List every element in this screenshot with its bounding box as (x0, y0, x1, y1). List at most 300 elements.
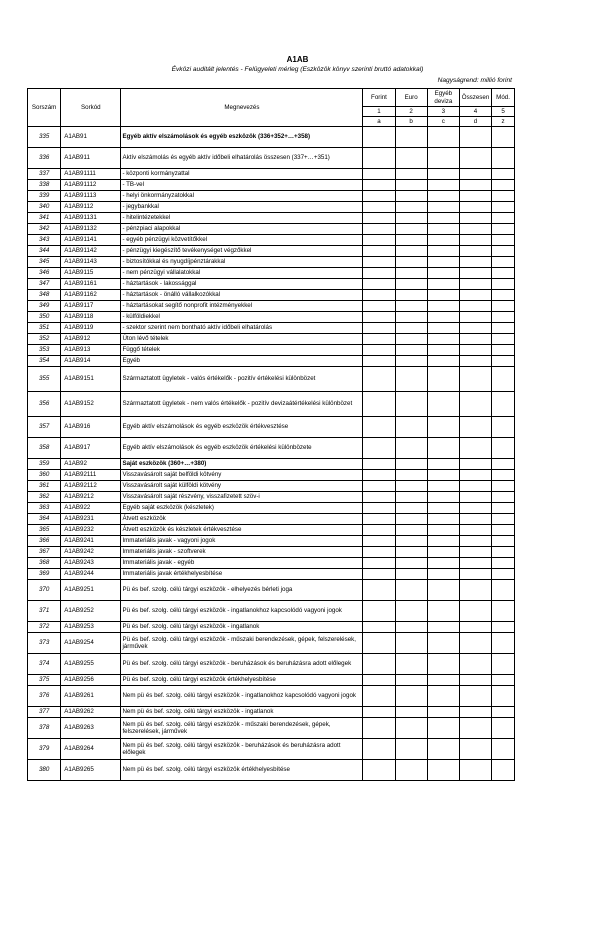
cell-egyeb-deviza[interactable] (427, 547, 459, 558)
cell-osszesen[interactable] (459, 718, 491, 739)
cell-osszesen[interactable] (459, 345, 491, 356)
cell-euro[interactable] (395, 392, 427, 417)
row-name: Nem pü és bef. szolg. célú tárgyi eszközök értékhelyesbítése (121, 760, 363, 781)
cell-egyeb-deviza[interactable] (427, 580, 459, 601)
cell-euro[interactable] (395, 558, 427, 569)
cell-forint[interactable] (363, 547, 395, 558)
cell-euro[interactable] (395, 514, 427, 525)
cell-forint[interactable] (363, 202, 395, 213)
cell-egyeb-deviza[interactable] (427, 536, 459, 547)
cell-forint[interactable] (363, 459, 395, 470)
cell-mod[interactable] (492, 290, 515, 301)
row-number: 344 (28, 246, 61, 257)
cell-forint[interactable] (363, 654, 395, 675)
cell-forint[interactable] (363, 257, 395, 268)
cell-osszesen[interactable] (459, 417, 491, 438)
row-code: A1AB9241 (61, 536, 121, 547)
table-row (28, 760, 515, 781)
cell-osszesen[interactable] (459, 492, 491, 503)
cell-osszesen[interactable] (459, 268, 491, 279)
cell-mod[interactable] (492, 601, 515, 622)
row-name: Egyéb aktív elszámolások és egyéb eszközök (336+352+…+358) (121, 127, 363, 148)
row-number: 353 (28, 345, 61, 356)
cell-mod[interactable] (492, 459, 515, 470)
row-number: 368 (28, 558, 61, 569)
cell-euro[interactable] (395, 246, 427, 257)
cell-mod[interactable] (492, 525, 515, 536)
row-code: A1AB91111 (61, 169, 121, 180)
row-code: A1AB922 (61, 503, 121, 514)
cell-forint[interactable] (363, 481, 395, 492)
cell-forint[interactable] (363, 191, 395, 202)
row-code: A1AB92112 (61, 481, 121, 492)
cell-euro[interactable] (395, 547, 427, 558)
cell-mod[interactable] (492, 492, 515, 503)
cell-osszesen[interactable] (459, 675, 491, 686)
row-number: 369 (28, 569, 61, 580)
row-code: A1AB913 (61, 345, 121, 356)
cell-osszesen[interactable] (459, 202, 491, 213)
cell-egyeb-deviza[interactable] (427, 290, 459, 301)
cell-euro[interactable] (395, 622, 427, 633)
cell-mod[interactable] (492, 633, 515, 654)
cell-forint[interactable] (363, 356, 395, 367)
row-code: A1AB91 (61, 127, 121, 148)
table-row (28, 622, 515, 633)
cell-forint[interactable] (363, 268, 395, 279)
cell-egyeb-deviza[interactable] (427, 601, 459, 622)
row-name: Származtatott ügyletek - valós értékelők - pozitív értékelési különbözet (121, 367, 363, 392)
cell-osszesen[interactable] (459, 290, 491, 301)
cell-mod[interactable] (492, 392, 515, 417)
cell-mod[interactable] (492, 558, 515, 569)
cell-forint[interactable] (363, 633, 395, 654)
cell-osszesen[interactable] (459, 279, 491, 290)
cell-euro[interactable] (395, 760, 427, 781)
cell-mod[interactable] (492, 675, 515, 686)
cell-forint[interactable] (363, 438, 395, 459)
cell-euro[interactable] (395, 417, 427, 438)
cell-egyeb-deviza[interactable] (427, 675, 459, 686)
cell-forint[interactable] (363, 686, 395, 707)
cell-euro[interactable] (395, 367, 427, 392)
row-code: A1AB92111 (61, 470, 121, 481)
cell-egyeb-deviza[interactable] (427, 481, 459, 492)
table-row (28, 739, 515, 760)
row-code: A1AB91132 (61, 224, 121, 235)
cell-osszesen[interactable] (459, 514, 491, 525)
cell-egyeb-deviza[interactable] (427, 525, 459, 536)
row-name: Átvett eszközök (121, 514, 363, 525)
row-name: - háztartások - önálló vállalkozókkal (121, 290, 363, 301)
cell-egyeb-deviza[interactable] (427, 268, 459, 279)
cell-osszesen[interactable] (459, 224, 491, 235)
row-number: 338 (28, 180, 61, 191)
header-megnevezes: Megnevezés (121, 89, 363, 127)
cell-egyeb-deviza[interactable] (427, 312, 459, 323)
cell-egyeb-deviza[interactable] (427, 633, 459, 654)
row-code: A1AB911 (61, 148, 121, 169)
table-row (28, 481, 515, 492)
cell-osszesen[interactable] (459, 536, 491, 547)
cell-egyeb-deviza[interactable] (427, 202, 459, 213)
row-number: 339 (28, 191, 61, 202)
cell-egyeb-deviza[interactable] (427, 707, 459, 718)
cell-forint[interactable] (363, 580, 395, 601)
cell-egyeb-deviza[interactable] (427, 127, 459, 148)
cell-egyeb-deviza[interactable] (427, 224, 459, 235)
cell-euro[interactable] (395, 569, 427, 580)
table-body (28, 127, 515, 781)
cell-osszesen[interactable] (459, 622, 491, 633)
cell-euro[interactable] (395, 633, 427, 654)
row-code: A1AB9264 (61, 739, 121, 760)
row-number: 355 (28, 367, 61, 392)
cell-euro[interactable] (395, 580, 427, 601)
cell-egyeb-deviza[interactable] (427, 345, 459, 356)
cell-egyeb-deviza[interactable] (427, 356, 459, 367)
cell-euro[interactable] (395, 169, 427, 180)
cell-egyeb-deviza[interactable] (427, 392, 459, 417)
cell-forint[interactable] (363, 760, 395, 781)
table-row (28, 525, 515, 536)
cell-egyeb-deviza[interactable] (427, 718, 459, 739)
cell-euro[interactable] (395, 536, 427, 547)
cell-osszesen[interactable] (459, 367, 491, 392)
row-name: Immateriális javak - szoftverek (121, 547, 363, 558)
cell-forint[interactable] (363, 301, 395, 312)
cell-euro[interactable] (395, 290, 427, 301)
cell-osszesen[interactable] (459, 213, 491, 224)
row-name: Pü és bef. szolg. célú tárgyi eszközök értékhelyesbítése (121, 675, 363, 686)
cell-euro[interactable] (395, 345, 427, 356)
table-row (28, 459, 515, 470)
cell-osszesen[interactable] (459, 301, 491, 312)
cell-mod[interactable] (492, 257, 515, 268)
cell-mod[interactable] (492, 536, 515, 547)
row-code: A1AB91143 (61, 257, 121, 268)
cell-euro[interactable] (395, 686, 427, 707)
row-name: - külföldiekkel (121, 312, 363, 323)
cell-egyeb-deviza[interactable] (427, 459, 459, 470)
row-name: Saját eszközök (360+…+380) (121, 459, 363, 470)
cell-forint[interactable] (363, 536, 395, 547)
cell-osszesen[interactable] (459, 547, 491, 558)
cell-euro[interactable] (395, 675, 427, 686)
row-name: - nem pénzügyi vállalatokkal (121, 268, 363, 279)
cell-forint[interactable] (363, 675, 395, 686)
cell-osszesen[interactable] (459, 481, 491, 492)
cell-mod[interactable] (492, 503, 515, 514)
cell-mod[interactable] (492, 417, 515, 438)
cell-mod[interactable] (492, 312, 515, 323)
cell-forint[interactable] (363, 558, 395, 569)
cell-egyeb-deviza[interactable] (427, 739, 459, 760)
cell-osszesen[interactable] (459, 312, 491, 323)
row-name: - egyéb pénzügyi közvetítőkkel (121, 235, 363, 246)
cell-euro[interactable] (395, 202, 427, 213)
row-name: Függő tételek (121, 345, 363, 356)
cell-euro[interactable] (395, 268, 427, 279)
row-code: A1AB91142 (61, 246, 121, 257)
cell-euro[interactable] (395, 356, 427, 367)
cell-euro[interactable] (395, 525, 427, 536)
cell-osszesen[interactable] (459, 739, 491, 760)
cell-forint[interactable] (363, 707, 395, 718)
row-number: 348 (28, 290, 61, 301)
row-code: A1AB91141 (61, 235, 121, 246)
cell-mod[interactable] (492, 514, 515, 525)
cell-osszesen[interactable] (459, 558, 491, 569)
row-number: 342 (28, 224, 61, 235)
cell-forint[interactable] (363, 213, 395, 224)
cell-osszesen[interactable] (459, 180, 491, 191)
cell-mod[interactable] (492, 760, 515, 781)
cell-osszesen[interactable] (459, 356, 491, 367)
cell-mod[interactable] (492, 707, 515, 718)
cell-egyeb-deviza[interactable] (427, 760, 459, 781)
cell-euro[interactable] (395, 438, 427, 459)
cell-euro[interactable] (395, 279, 427, 290)
cell-mod[interactable] (492, 246, 515, 257)
cell-osszesen[interactable] (459, 392, 491, 417)
cell-mod[interactable] (492, 224, 515, 235)
cell-euro[interactable] (395, 707, 427, 718)
table-row (28, 213, 515, 224)
cell-forint[interactable] (363, 622, 395, 633)
cell-egyeb-deviza[interactable] (427, 492, 459, 503)
cell-mod[interactable] (492, 580, 515, 601)
row-name: - pénzpiaci alapokkal (121, 224, 363, 235)
cell-egyeb-deviza[interactable] (427, 301, 459, 312)
cell-forint[interactable] (363, 569, 395, 580)
cell-egyeb-deviza[interactable] (427, 569, 459, 580)
cell-mod[interactable] (492, 622, 515, 633)
cell-mod[interactable] (492, 180, 515, 191)
cell-euro[interactable] (395, 739, 427, 760)
row-name: - szektor szerint nem bontható aktív időbeli elhatárolás (121, 323, 363, 334)
cell-egyeb-deviza[interactable] (427, 503, 459, 514)
cell-osszesen[interactable] (459, 334, 491, 345)
cell-forint[interactable] (363, 345, 395, 356)
cell-euro[interactable] (395, 470, 427, 481)
table-row (28, 334, 515, 345)
cell-euro[interactable] (395, 601, 427, 622)
table-row (28, 503, 515, 514)
cell-osszesen[interactable] (459, 503, 491, 514)
cell-mod[interactable] (492, 202, 515, 213)
cell-euro[interactable] (395, 301, 427, 312)
cell-forint[interactable] (363, 290, 395, 301)
cell-osszesen[interactable] (459, 470, 491, 481)
cell-egyeb-deviza[interactable] (427, 246, 459, 257)
row-name: - jegybankkal (121, 202, 363, 213)
cell-mod[interactable] (492, 470, 515, 481)
row-number: 340 (28, 202, 61, 213)
cell-euro[interactable] (395, 481, 427, 492)
cell-mod[interactable] (492, 481, 515, 492)
cell-osszesen[interactable] (459, 169, 491, 180)
cell-osszesen[interactable] (459, 127, 491, 148)
cell-mod[interactable] (492, 235, 515, 246)
cell-mod[interactable] (492, 169, 515, 180)
cell-euro[interactable] (395, 503, 427, 514)
cell-forint[interactable] (363, 367, 395, 392)
row-name: Úton lévő tételek (121, 334, 363, 345)
cell-euro[interactable] (395, 718, 427, 739)
cell-osszesen[interactable] (459, 235, 491, 246)
row-name: - háztartásokat segítő nonprofit intézményekkel (121, 301, 363, 312)
cell-euro[interactable] (395, 180, 427, 191)
cell-euro[interactable] (395, 213, 427, 224)
cell-mod[interactable] (492, 148, 515, 169)
cell-forint[interactable] (363, 224, 395, 235)
cell-egyeb-deviza[interactable] (427, 470, 459, 481)
row-number: 345 (28, 257, 61, 268)
cell-forint[interactable] (363, 169, 395, 180)
row-number: 356 (28, 392, 61, 417)
table-row (28, 312, 515, 323)
cell-euro[interactable] (395, 312, 427, 323)
cell-forint[interactable] (363, 718, 395, 739)
cell-egyeb-deviza[interactable] (427, 180, 459, 191)
row-code: A1AB9256 (61, 675, 121, 686)
cell-euro[interactable] (395, 334, 427, 345)
cell-egyeb-deviza[interactable] (427, 148, 459, 169)
cell-egyeb-deviza[interactable] (427, 213, 459, 224)
cell-euro[interactable] (395, 224, 427, 235)
cell-euro[interactable] (395, 257, 427, 268)
cell-mod[interactable] (492, 686, 515, 707)
cell-egyeb-deviza[interactable] (427, 438, 459, 459)
cell-mod[interactable] (492, 367, 515, 392)
cell-forint[interactable] (363, 334, 395, 345)
cell-forint[interactable] (363, 503, 395, 514)
cell-osszesen[interactable] (459, 459, 491, 470)
cell-osszesen[interactable] (459, 438, 491, 459)
cell-egyeb-deviza[interactable] (427, 367, 459, 392)
cell-mod[interactable] (492, 323, 515, 334)
cell-euro[interactable] (395, 492, 427, 503)
row-number: 371 (28, 601, 61, 622)
row-name: Pü és bef. szolg. célú tárgyi eszközök - műszaki berendezések, gépek, felszerelések, járművek (121, 633, 363, 654)
cell-euro[interactable] (395, 191, 427, 202)
row-name: - TB-vel (121, 180, 363, 191)
row-name: - hitelintézetekkel (121, 213, 363, 224)
cell-mod[interactable] (492, 334, 515, 345)
cell-mod[interactable] (492, 438, 515, 459)
cell-forint[interactable] (363, 492, 395, 503)
cell-osszesen[interactable] (459, 323, 491, 334)
cell-mod[interactable] (492, 718, 515, 739)
cell-mod[interactable] (492, 739, 515, 760)
cell-osszesen[interactable] (459, 686, 491, 707)
cell-forint[interactable] (363, 323, 395, 334)
cell-egyeb-deviza[interactable] (427, 654, 459, 675)
cell-osszesen[interactable] (459, 580, 491, 601)
row-code: A1AB9243 (61, 558, 121, 569)
cell-mod[interactable] (492, 345, 515, 356)
cell-egyeb-deviza[interactable] (427, 257, 459, 268)
row-name: Immateriális javak - egyéb (121, 558, 363, 569)
cell-forint[interactable] (363, 246, 395, 257)
cell-forint[interactable] (363, 514, 395, 525)
cell-egyeb-deviza[interactable] (427, 686, 459, 707)
cell-osszesen[interactable] (459, 569, 491, 580)
cell-euro[interactable] (395, 459, 427, 470)
cell-osszesen[interactable] (459, 257, 491, 268)
cell-mod[interactable] (492, 301, 515, 312)
row-number: 377 (28, 707, 61, 718)
cell-osszesen[interactable] (459, 191, 491, 202)
cell-forint[interactable] (363, 470, 395, 481)
cell-mod[interactable] (492, 268, 515, 279)
cell-forint[interactable] (363, 312, 395, 323)
cell-mod[interactable] (492, 127, 515, 148)
cell-forint[interactable] (363, 148, 395, 169)
cell-forint[interactable] (363, 279, 395, 290)
cell-egyeb-deviza[interactable] (427, 558, 459, 569)
table-row (28, 558, 515, 569)
cell-forint[interactable] (363, 392, 395, 417)
cell-egyeb-deviza[interactable] (427, 334, 459, 345)
cell-euro[interactable] (395, 148, 427, 169)
cell-forint[interactable] (363, 127, 395, 148)
cell-euro[interactable] (395, 235, 427, 246)
cell-forint[interactable] (363, 739, 395, 760)
cell-forint[interactable] (363, 235, 395, 246)
cell-mod[interactable] (492, 547, 515, 558)
cell-mod[interactable] (492, 356, 515, 367)
cell-egyeb-deviza[interactable] (427, 235, 459, 246)
row-name: Egyéb saját eszközök (készletek) (121, 503, 363, 514)
cell-egyeb-deviza[interactable] (427, 514, 459, 525)
cell-mod[interactable] (492, 279, 515, 290)
cell-osszesen[interactable] (459, 601, 491, 622)
cell-osszesen[interactable] (459, 246, 491, 257)
cell-egyeb-deviza[interactable] (427, 279, 459, 290)
cell-osszesen[interactable] (459, 707, 491, 718)
row-number: 341 (28, 213, 61, 224)
cell-mod[interactable] (492, 654, 515, 675)
cell-forint[interactable] (363, 417, 395, 438)
cell-osszesen[interactable] (459, 654, 491, 675)
cell-euro[interactable] (395, 323, 427, 334)
cell-osszesen[interactable] (459, 148, 491, 169)
cell-forint[interactable] (363, 525, 395, 536)
row-code: A1AB914 (61, 356, 121, 367)
row-code: A1AB9115 (61, 268, 121, 279)
row-number: 357 (28, 417, 61, 438)
cell-osszesen[interactable] (459, 633, 491, 654)
cell-egyeb-deviza[interactable] (427, 323, 459, 334)
cell-osszesen[interactable] (459, 760, 491, 781)
table-row (28, 580, 515, 601)
cell-mod[interactable] (492, 191, 515, 202)
cell-forint[interactable] (363, 601, 395, 622)
header-num-1: 1 (363, 107, 395, 117)
cell-egyeb-deviza[interactable] (427, 191, 459, 202)
cell-euro[interactable] (395, 127, 427, 148)
cell-mod[interactable] (492, 213, 515, 224)
cell-mod[interactable] (492, 569, 515, 580)
cell-forint[interactable] (363, 180, 395, 191)
cell-osszesen[interactable] (459, 525, 491, 536)
cell-egyeb-deviza[interactable] (427, 622, 459, 633)
cell-euro[interactable] (395, 654, 427, 675)
cell-egyeb-deviza[interactable] (427, 417, 459, 438)
cell-egyeb-deviza[interactable] (427, 169, 459, 180)
